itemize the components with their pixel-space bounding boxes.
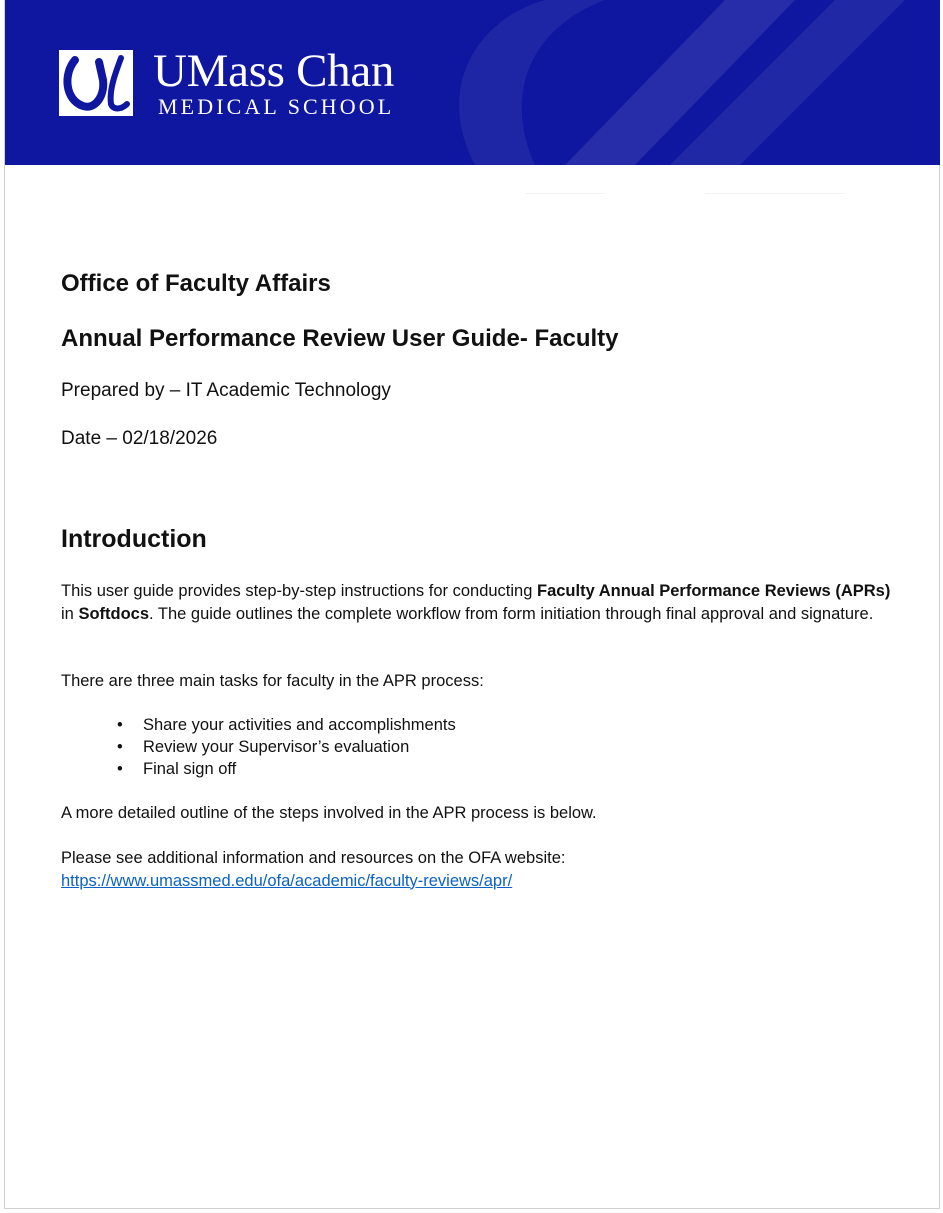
list-item xyxy=(61,758,456,780)
list-item-text: Final sign off xyxy=(143,760,237,778)
bullet-icon: • xyxy=(117,716,123,734)
header-banner xyxy=(5,0,940,165)
outline-note: A more detailed outline of the steps involved in the APR process is below. xyxy=(61,804,597,822)
brand-name: UMass Chan xyxy=(153,45,395,97)
list-item xyxy=(61,736,456,758)
office-heading: Office of Faculty Affairs xyxy=(61,270,331,297)
intro-text: This user guide provides step-by-step instructions for conducting xyxy=(61,582,537,600)
intro-text: . The guide outlines the complete workflow from form initiation through final approval and signature. xyxy=(149,604,874,623)
bullet-icon: • xyxy=(117,738,123,756)
intro-paragraph xyxy=(61,580,891,625)
document-page xyxy=(4,0,940,1209)
list-item-text: Share your activities and accomplishments xyxy=(143,716,456,734)
divider xyxy=(705,193,845,194)
prepared-by: Prepared by – IT Academic Technology xyxy=(61,380,391,401)
brand-subtitle: MEDICAL SCHOOL xyxy=(158,94,395,119)
intro-bold-term: Softdocs xyxy=(78,604,150,623)
banner-decoration xyxy=(5,0,940,165)
list-item xyxy=(61,714,456,736)
tasks-list xyxy=(61,714,456,780)
list-item-text: Review your Supervisor’s evaluation xyxy=(143,738,410,756)
ofa-website-link[interactable]: https://www.umassmed.edu/ofa/academic/faculty-reviews/apr/ xyxy=(61,871,513,890)
document-date: Date – 02/18/2026 xyxy=(61,428,218,449)
document-title: Annual Performance Review User Guide- Faculty xyxy=(61,325,619,352)
intro-text: in xyxy=(61,604,79,623)
bullet-icon: • xyxy=(117,760,123,778)
divider xyxy=(525,193,605,194)
brand-wordmark xyxy=(153,46,394,118)
resources-paragraph xyxy=(61,847,891,892)
umass-u-logo-icon xyxy=(59,50,133,116)
resources-text: Please see additional information and resources on the OFA website: xyxy=(61,849,566,867)
introduction-heading: Introduction xyxy=(61,525,207,553)
intro-bold-term: Faculty Annual Performance Reviews (APRs) xyxy=(537,582,891,600)
tasks-intro: There are three main tasks for faculty in the APR process: xyxy=(61,672,484,690)
